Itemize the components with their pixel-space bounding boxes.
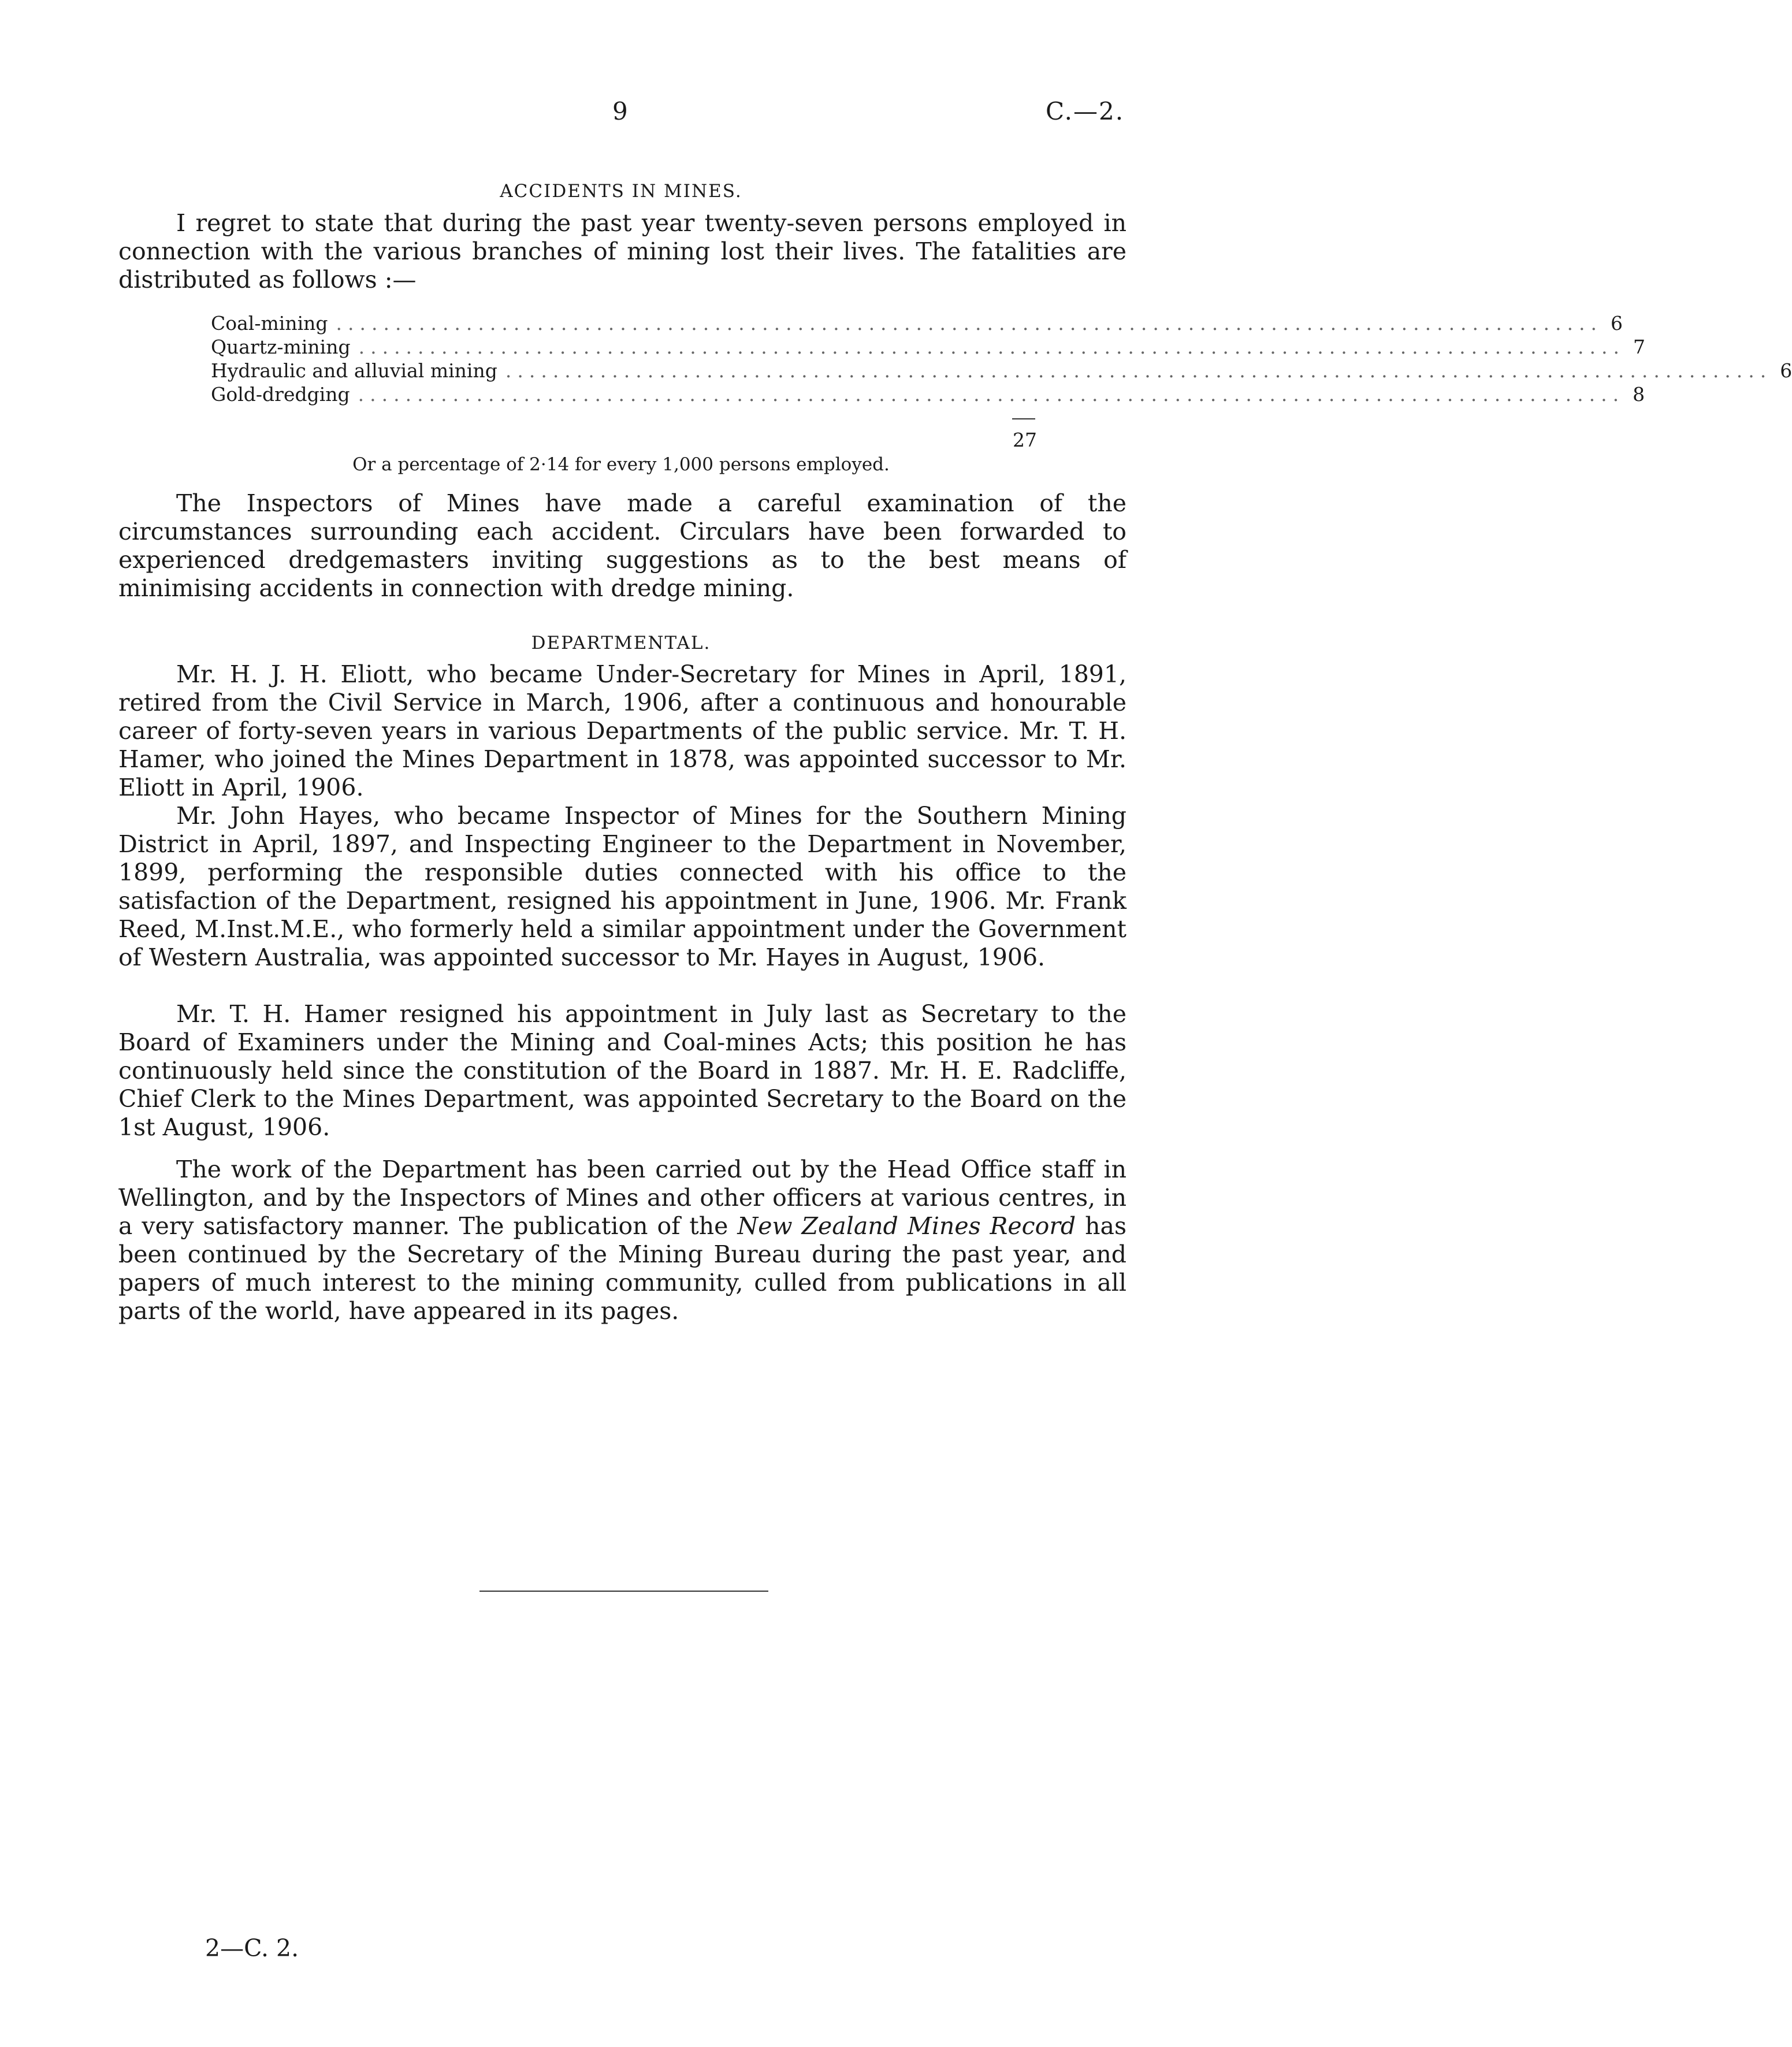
- departmental-paragraph-2: [118, 802, 1126, 972]
- section-divider: [479, 1591, 768, 1592]
- page-number: 9: [612, 97, 628, 125]
- leader-dots: ...........................................................................................................: [358, 336, 1625, 358]
- publication-title: New Zealand Mines Record: [737, 1212, 1076, 1240]
- fatalities-table: [211, 312, 1792, 407]
- leader-dots: ...........................................................................................................: [336, 312, 1603, 335]
- accidents-paragraph: [118, 489, 1126, 603]
- table-row: [211, 312, 1623, 336]
- table-row: [211, 383, 1645, 407]
- row-value: 6: [1780, 359, 1792, 382]
- departmental-paragraph-1: [118, 660, 1126, 802]
- page-reference: C.—2.: [1046, 97, 1125, 125]
- row-label: Gold-dredging: [211, 383, 350, 406]
- leader-dots: ...........................................................................................................: [505, 359, 1772, 382]
- table-row: [211, 359, 1792, 383]
- departmental-paragraph-4-text-b: has been continued by the Secretary of the Mining Bureau during the past year, and papers of much interest to the mining community, culled from publications in all parts of the world, have appeared in its pages.: [118, 1212, 1126, 1325]
- row-value: 7: [1633, 336, 1645, 358]
- row-label: Hydraulic and alluvial mining: [211, 359, 497, 382]
- departmental-paragraph-1-text: Mr. H. J. H. Eliott, who became Under-Secretary for Mines in April, 1891, retired from the Civil Service in March, 1906, after a continuous and honourable career of forty-seven years in various Departments of the public service. Mr. T. H. Hamer, who joined the Mines Department in 1878, was appointed successor to Mr. Eliott in April, 1906.: [118, 660, 1126, 801]
- departmental-paragraph-3: [118, 1000, 1126, 1142]
- accidents-paragraph-text: The Inspectors of Mines have made a careful examination of the circumstances surrounding each accident. Circulars have been forwarded to experienced dredgemasters inviting suggestions as to the best means of minimising accidents in connection with dredge mining.: [118, 489, 1126, 602]
- leader-dots: ...........................................................................................................: [358, 383, 1625, 406]
- departmental-paragraph-3-text: Mr. T. H. Hamer resigned his appointment in July last as Secretary to the Board of Examiners under the Mining and Coal-mines Acts; this position he has continuously held since the constitution of the Board in 1887. Mr. H. E. Radcliffe, Chief Clerk to the Mines Department, was appointed Secretary to the Board on the 1st August, 1906.: [118, 1000, 1126, 1141]
- accidents-intro-text: I regret to state that during the past year twenty-seven persons employed in connection with the various branches of mining lost their lives. The fatalities are distributed as follows :—: [118, 209, 1126, 294]
- table-row: [211, 336, 1645, 359]
- row-label: Coal-mining: [211, 312, 328, 335]
- row-value: 8: [1633, 383, 1645, 406]
- total-rule: [1012, 418, 1035, 419]
- accidents-intro: [118, 209, 1126, 294]
- departmental-paragraph-4-text-a: The work of the Department has been carried out by the Head Office staff in Wellington, and by the Inspectors of Mines and other officers at various centres, in a very satisfactory manner. The publication of the: [118, 1156, 1126, 1240]
- accidents-heading: ACCIDENTS IN MINES.: [500, 181, 742, 202]
- row-label: Quartz-mining: [211, 336, 351, 358]
- departmental-paragraph-4: [118, 1156, 1126, 1325]
- table-total: 27: [1013, 429, 1037, 451]
- departmental-paragraph-2-text: Mr. John Hayes, who became Inspector of Mines for the Southern Mining District in April, 1897, and Inspecting Engineer to the Department in November, 1899, performing the responsible duties connected with his office to the satisfaction of the Department, resigned his appointment in June, 1906. Mr. Frank Reed, M.Inst.M.E., who formerly held a similar appointment under the Government of Western Australia, was appointed successor to Mr. Hayes in August, 1906.: [118, 802, 1126, 971]
- row-value: 6: [1610, 312, 1623, 335]
- footer-signature: 2—C. 2.: [205, 1934, 299, 1962]
- percentage-note: Or a percentage of 2·14 for every 1,000 persons employed.: [352, 454, 890, 475]
- departmental-heading: DEPARTMENTAL.: [531, 633, 711, 653]
